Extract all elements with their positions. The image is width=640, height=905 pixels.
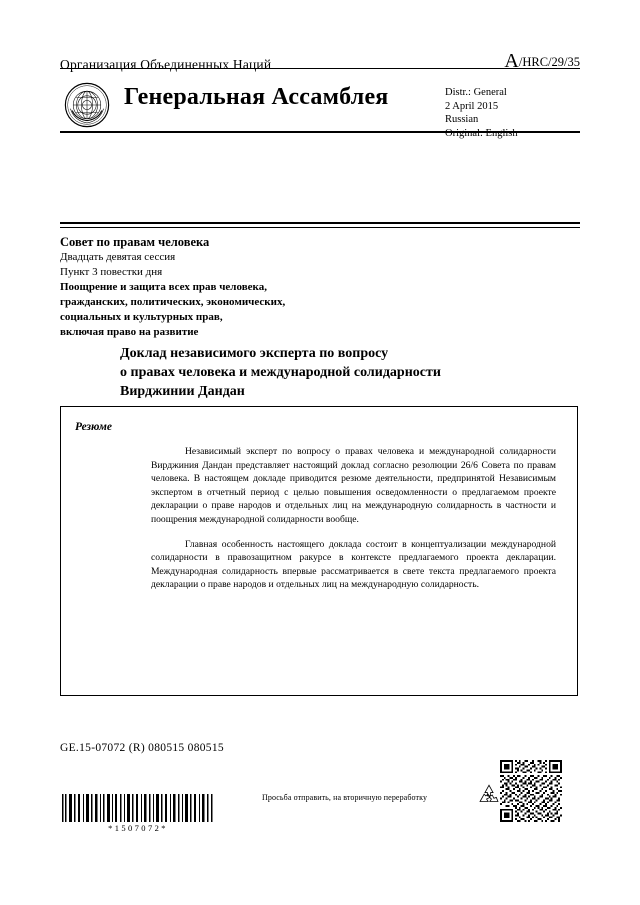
agenda-item: Пункт 3 повестки дня [60,266,163,278]
masthead [60,78,580,139]
masthead-rule [60,131,580,133]
distribution-type: Distr.: General [445,87,507,98]
assembly-title: Генеральная Ассамблея [124,84,389,110]
recycle-icon [476,782,502,808]
summary-paragraph-1: Независимый эксперт по вопросу о правах человека и международной солидарности Вирджиния Дандан представляет настоящий доклад согласно резолюции 26/6 Совета по правам человека. В настоящем докладе приводится резюме деятельности, предпринятой Независимым экспертом в отчетный период с целью повышения осведомленности о предлагаемом проекте декларации о праве народов и отдельных лиц на международную солидарность в частности и поощрения международной солидарности вообще. [151,446,556,525]
qr-code-icon [500,760,562,822]
summary-body [151,445,556,603]
section-rule-thick [60,222,580,224]
symbol-prefix: A [504,50,519,72]
title-line-2: о правах человека и международной солидарности [120,365,441,380]
section-rule-thin [60,227,580,228]
summary-label: Резюме [75,421,112,433]
agenda-title-line-4: включая право на развитие [60,326,199,338]
summary-box [60,406,578,696]
document-date: 2 April 2015 [445,100,499,112]
barcode [58,794,218,833]
header-rule [60,68,580,69]
document-header [60,50,580,73]
barcode-number: *1507072* [108,823,168,833]
symbol-rest: /HRC/29/35 [518,55,580,69]
summary-paragraph-2: Главная особенность настоящего доклада состоит в концептуализации международной солидарности в правозащитном ракурсе в контексте предлагаемого проекта декларации. Международная солидарность впервые рассматривается в свете текста предлагаемого проекта декларации о праве народов и отдельных лиц на международную солидарность. [151,538,556,591]
un-emblem-icon [64,82,110,128]
page-title [120,344,560,401]
barcode-bars-icon [58,794,218,822]
council-name: Совет по правам человека [60,235,210,249]
agenda-title-line-3: социальных и культурных прав, [60,311,223,323]
agenda-title-line-1: Поощрение и защита всех прав человека, [60,281,267,293]
title-line-1: Доклад независимого эксперта по вопросу [120,346,389,361]
session-number: Двадцать девятая сессия [60,251,176,263]
organization-name: Организация Объединенных Наций [60,57,272,72]
title-line-3: Вирджинии Дандан [120,384,245,399]
document-language: Russian [445,114,479,125]
document-symbol [504,50,580,73]
document-original-language: Original: English [445,127,518,139]
ge-document-code: GE.15-07072 (R) 080515 080515 [60,742,224,754]
recycle-note: Просьба отправить, на вторичную переработку [262,793,428,802]
session-block [60,234,480,340]
agenda-title-line-2: гражданских, политических, экономических, [60,296,286,308]
